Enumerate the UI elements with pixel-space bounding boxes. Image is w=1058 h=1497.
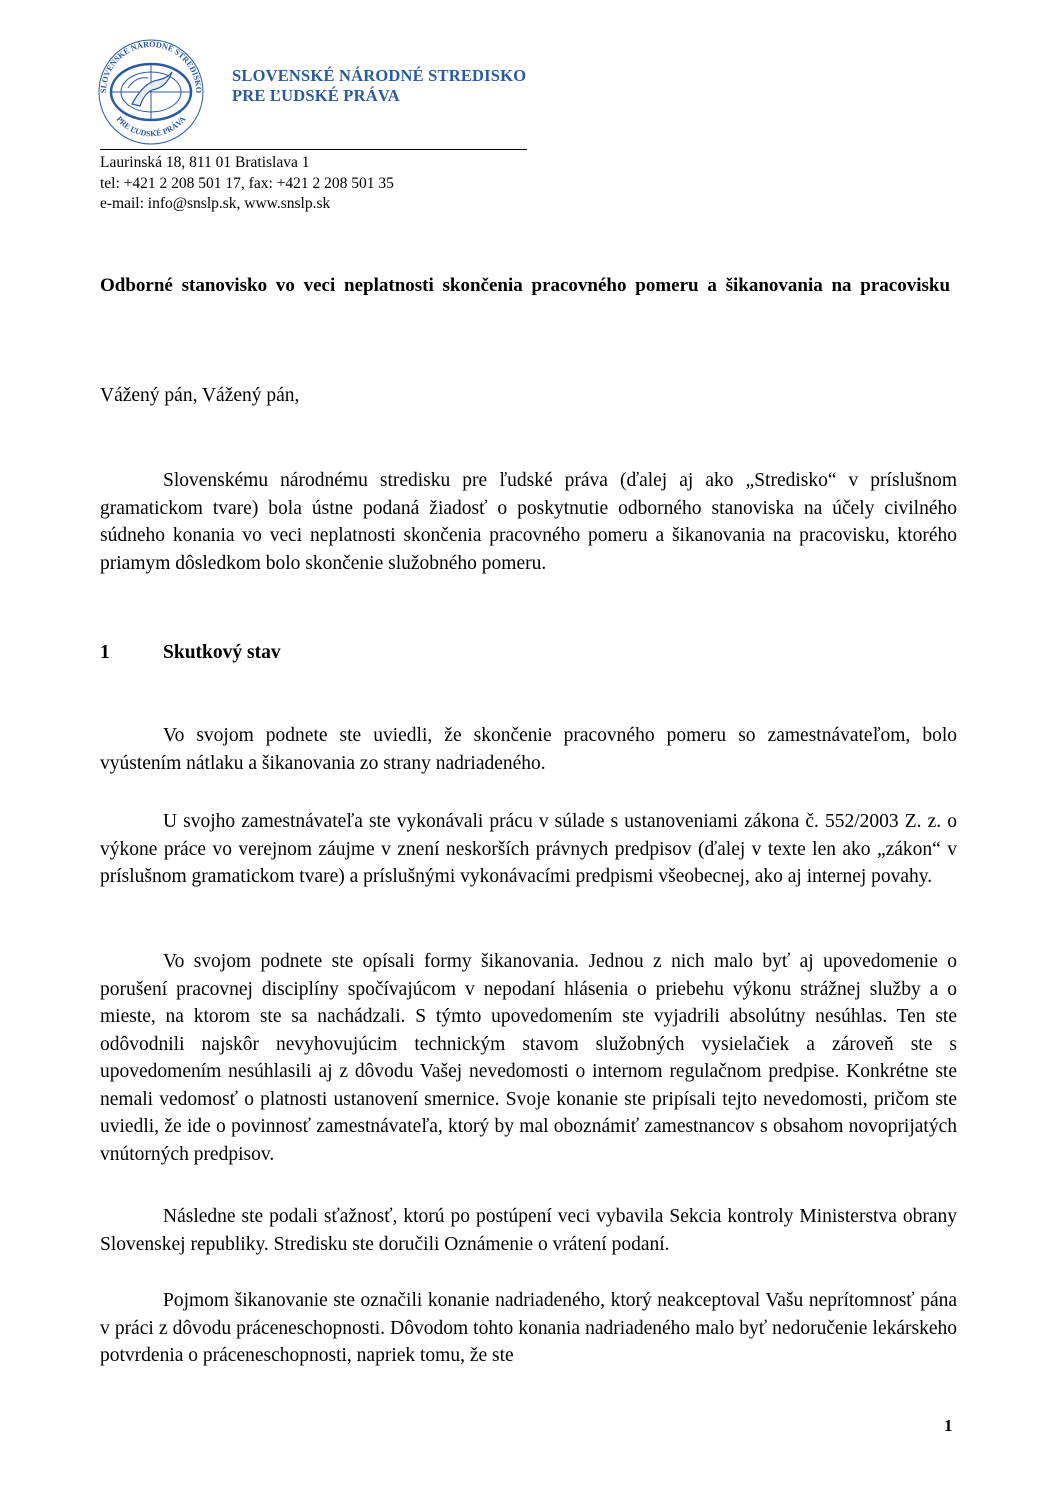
contact-block: [100, 153, 394, 215]
logo-top-text: SLOVENSKÉ NÁRODNÉ STREDISKO: [98, 39, 204, 94]
intro-paragraph: Slovenskému národnému stredisku pre ľudské práva (ďalej aj ako „Stredisko“ v príslušnom gramatickom tvare) bola ústne podaná žiadosť o poskytnutie odborného stanoviska na účely civilného súdneho konania vo veci neplatnosti skončenia pracovného pomeru a šikanovania na pracovisku, ktorého priamym dôsledkom bolo skončenie služobného pomeru.: [100, 470, 957, 574]
organization-name-line2: PRE ĽUDSKÉ PRÁVA: [232, 86, 400, 105]
salutation: Vážený pán, Vážený pán,: [100, 385, 300, 406]
paragraph: Následne ste podali sťažnosť, ktorú po postúpení veci vybavila Sekcia kontroly Ministerstva obrany Slovenskej republiky. Stredisku ste doručili Oznámenie o vrátení podaní.: [100, 1206, 957, 1255]
section-heading: [100, 640, 281, 666]
phone-fax: tel: +421 2 208 501 17, fax: +421 2 208 501 35: [100, 174, 394, 192]
paragraph: Vo svojom podnete ste opísali formy šikanovania. Jednou z nich malo byť aj upovedomenie o porušení pracovnej disciplíny spočívajúcom v nepodaní hlásenia o priebehu výkonu strážnej služby a o mieste, na ktorom ste sa nachádzali. S týmto upovedomením ste vyjadrili absolútny nesúhlas. Ten ste odôvodnili najskôr nevyhovujúcim technickým stavom služobných vysielačiek a zároveň ste s upovedomením nesúhlasili aj z dôvodu Vašej nevedomosti o internom regulačnom predpise. Konkrétne ste nemali vedomosť o platnosti ustanovení smernice. Svoje konanie ste pripísali tejto nevedomosti, pričom ste uviedli, že ide o povinnosť zamestnávateľa, ktorý by mal oboznámiť zamestnancov s obsahom novoprijatých vnútorných predpisov.: [100, 951, 957, 1165]
organization-logo: [92, 30, 210, 148]
section-number: 1: [100, 642, 110, 663]
document-title: Odborné stanovisko vo veci neplatnosti skončenia pracovného pomeru a šikanovania na pracovisku: [100, 275, 951, 296]
organization-name-line1: SLOVENSKÉ NÁRODNÉ STREDISKO: [232, 66, 527, 85]
header-divider: [100, 149, 527, 150]
paragraph: Pojmom šikanovanie ste označili konanie nadriadeného, ktorý neakceptoval Vašu neprítomnosť pána v práci z dôvodu práceneschopnosti. Dôvodom tohto konania nadriadeného malo byť nedoručenie lekárskeho potvrdenia o práceneschopnosti, napriek tomu, že ste: [100, 1290, 957, 1366]
paragraph: Vo svojom podnete ste uviedli, že skončenie pracovného pomeru so zamestnávateľom, bolo vyústením nátlaku a šikanovania zo strany nadriadeného.: [100, 725, 957, 774]
address: Laurinská 18, 811 01 Bratislava 1: [100, 154, 310, 171]
logo-bottom-text: PRE ĽUDSKÉ PRÁVA: [114, 114, 188, 139]
page-number: 1: [944, 1416, 953, 1435]
section-title: Skutkový stav: [163, 642, 281, 663]
paragraph: U svojho zamestnávateľa ste vykonávali prácu v súlade s ustanoveniami zákona č. 552/2003 Z. z. o výkone práce vo verejnom záujme v znení neskorších právnych predpisov (ďalej v texte len ako „zákon“ v príslušnom gramatickom tvare) a príslušnými vykonávacími predpismi všeobecnej, ako aj internej povahy.: [100, 811, 957, 887]
email-web: e-mail: info@snslp.sk, www.snslp.sk: [100, 195, 331, 212]
organization-name: [232, 66, 526, 106]
